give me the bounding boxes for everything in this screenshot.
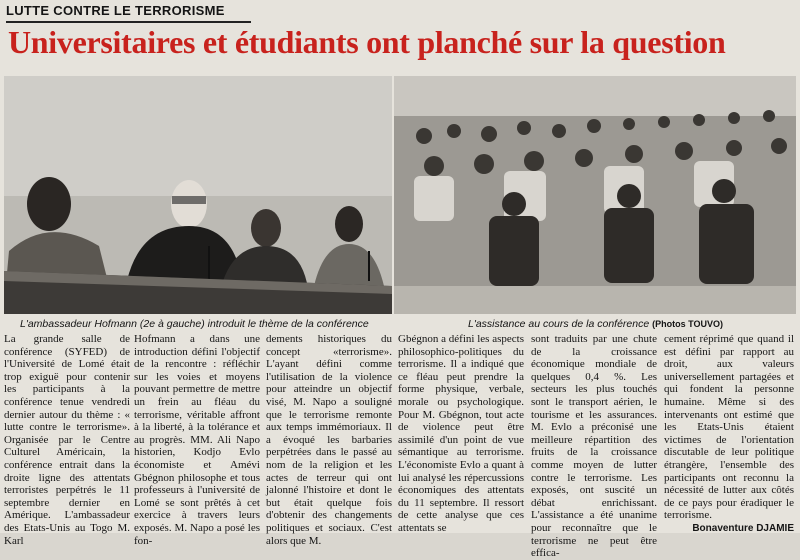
article-column-5 — [531, 333, 657, 560]
article-column-3 — [266, 333, 392, 547]
article-column-4 — [398, 333, 524, 534]
caption-audience-text: L'assistance au cours de la conférence — [468, 318, 650, 330]
article-column-2 — [134, 333, 260, 547]
photo-credit: (Photos TOUVO) — [652, 319, 723, 329]
column-3-text: dements historiques du concept «terrorisme». L'ayant défini comme l'utilisation de la violence pour atteindre un objectif visé, M. Napo a souligné que le terrorisme remonte aux temps immémoriaux. Il a évoqué les barbaries perpétrées dans le passé au nom de la religion et les actes de terreur qui ont jalonné l'histoire et dont le but était quelque fois d'obtenir des changements politiques et sociaux. C'est alors que M. — [266, 333, 392, 547]
column-2-text: Hofmann a dans une introduction défini l'objectif de la rencontre : réfléchir sur les voies et moyens pouvant permettre de mettre un frein au fléau du terrorisme, véritable affront à la liberté, à la tolérance et au progrès. MM. Ali Napo historien, Kodjo Evlo économiste et Amévi Gbégnon philosophe et tous professeurs à l'université de Lomé se sont prêtés à cet exercice à travers leurs exposés. M. Napo a posé les fon- — [134, 333, 260, 547]
speakers-photo-illustration — [4, 76, 392, 314]
caption-audience — [468, 318, 723, 330]
column-5-text: sont traduits par une chute de la croissance économique mondiale de quelques 0,4 %. Les secteurs les plus touchés sont le transport aérien, le tourisme et les assurances. M. Evlo a préconisé une meilleure répartition des fruits de la croissance comme moyen de lutter contre le terrorisme. Les exposés, ont suscité un débat enrichissant. L'assistance a été unanime pour reconnaître que le terrorisme ne peut être effica- — [531, 333, 657, 560]
headline: Universitaires et étudiants ont planché sur la question — [8, 24, 726, 60]
author-signature: Bonaventure DJAMIE — [692, 522, 794, 534]
column-1-text: La grande salle de conférence (SYFED) de l'Université de Lomé était trop exiguë pour contenir les participants à la conférence tenue vendredi dernier autour du thème : « lutte contre le terrorisme». Organisée par le Centre Culturel Américain, la conférence entrait dans la droite ligne des attentats terroristes perpétrés le 11 septembre dernier en Amérique. L'ambassadeur des Etats-Unis au Togo M. Karl — [4, 333, 130, 547]
photo-speakers-panel — [4, 76, 392, 314]
section-rubric: LUTTE CONTRE LE TERRORISME — [6, 3, 251, 23]
article-column-1 — [4, 333, 130, 547]
audience-photo-illustration — [394, 76, 796, 314]
caption-speakers: L'ambassadeur Hofmann (2e à gauche) introduit le thème de la conférence — [20, 318, 369, 330]
column-6-text: cement réprimé que quand il est défini par rapport au droit, aux valeurs universellement partagées et qui fondent la personne humaine. Même si des intervenants ont estimé que les Etats-Unis étaient victimes de l'orientation discutable de leur politique étrangère, l'ensemble des participants ont reconnu la nécessité de lutter aux côtés de ce pays pour éradiquer le terrorisme. — [664, 333, 794, 522]
column-4-text: Gbégnon a défini les aspects philosophico-politiques du terrorisme. Il a indiqué que ce fléau peut prendre la forme physique, verbale, morale ou psychologique. Pour M. Gbégnon, tout acte de violence peut être assimilé d'un point de vue sémantique au terrorisme. L'économiste Evlo a quant à lui analysé les répercussions économiques des attentats du 11 septembre. Il ressort de cette analyse que ces attentats se — [398, 333, 524, 534]
photo-audience — [394, 76, 796, 314]
article-column-6 — [664, 333, 794, 534]
